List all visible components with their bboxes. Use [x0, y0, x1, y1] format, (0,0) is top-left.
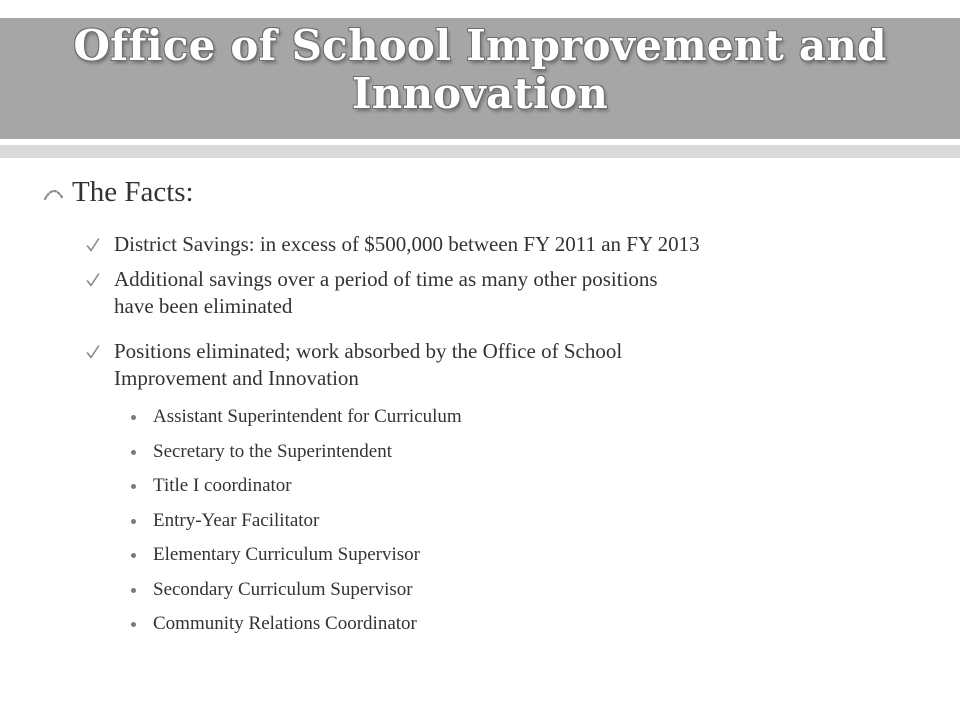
check-item-text-line-2: have been eliminated	[114, 294, 293, 318]
check-item-additional-savings	[86, 266, 886, 320]
check-item-text-line-1: Additional savings over a period of time as many other positions	[114, 267, 658, 291]
checkmark-icon	[86, 237, 100, 253]
sub-item-text: Title I coordinator	[153, 475, 292, 496]
check-item-text: District Savings: in excess of $500,000 between FY 2011 an FY 2013	[114, 232, 700, 256]
dot-bullet-icon	[131, 588, 136, 593]
dotted-arc-bullet-icon	[42, 185, 66, 203]
sub-item	[131, 543, 420, 567]
sub-item	[131, 405, 462, 429]
dot-bullet-icon	[131, 484, 136, 489]
dot-bullet-icon	[131, 622, 136, 627]
title-divider	[0, 145, 960, 158]
checkmark-icon	[86, 344, 100, 360]
facts-heading: The Facts:	[72, 176, 194, 208]
dot-bullet-icon	[131, 450, 136, 455]
checkmark-icon	[86, 272, 100, 288]
dot-bullet-icon	[131, 553, 136, 558]
check-item-positions-eliminated	[86, 338, 886, 392]
sub-item-text: Assistant Superintendent for Curriculum	[153, 406, 462, 427]
sub-item-text: Secondary Curriculum Supervisor	[153, 579, 413, 600]
check-item-district-savings	[86, 231, 886, 258]
sub-item-text: Elementary Curriculum Supervisor	[153, 544, 420, 565]
facts-heading-row	[42, 176, 194, 209]
dot-bullet-icon	[131, 519, 136, 524]
sub-item	[131, 509, 319, 533]
sub-item-text: Community Relations Coordinator	[153, 613, 417, 634]
sub-item-text: Entry-Year Facilitator	[153, 510, 320, 531]
dot-bullet-icon	[131, 415, 136, 420]
slide-title	[0, 22, 960, 118]
check-item-text-line-2: Improvement and Innovation	[114, 366, 359, 390]
check-item-text-line-1: Positions eliminated; work absorbed by the Office of School	[114, 339, 623, 363]
sub-item	[131, 578, 413, 602]
sub-item	[131, 474, 292, 498]
sub-item	[131, 612, 417, 636]
sub-item-text: Secretary to the Superintendent	[153, 441, 393, 462]
slide-title-line-1: Office of School Improvement and	[73, 21, 887, 70]
slide-title-line-2: Innovation	[351, 69, 609, 118]
sub-item	[131, 440, 392, 464]
